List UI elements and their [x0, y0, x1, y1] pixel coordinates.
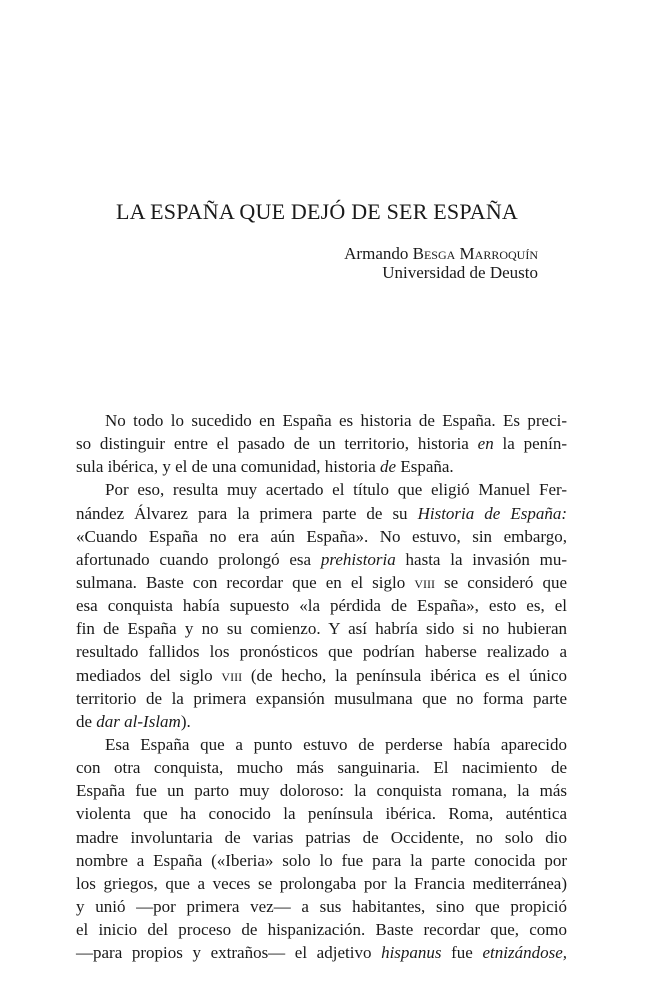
body-line: sulmana. Baste con recordar que en el siglo viii se consideró que — [76, 572, 567, 592]
body-line: violenta que ha conocido la península ibérica. Roma, auténtica — [76, 804, 567, 824]
body-line: el inicio del proceso de hispanización. Baste recordar que, como — [76, 920, 567, 940]
body-line: territorio de la primera expansión musulmana que no forma parte — [76, 688, 567, 708]
body-line: de dar al-Islam). — [76, 711, 191, 731]
body-line: los griegos, que a veces se prolongaba por la Francia mediterránea) — [76, 873, 567, 893]
body-line: fin de España y no su comienzo. Y así habría sido si no hubieran — [76, 619, 567, 639]
body-line: resultado fallidos los pronósticos que podrían haberse realizado a — [76, 642, 567, 662]
body-line: madre involuntaria de varias patrias de Occidente, no solo dio — [76, 827, 567, 847]
body-line: nández Álvarez para la primera parte de su Historia de España: — [76, 503, 567, 523]
body-line: so distinguir entre el pasado de un territorio, historia en la penín- — [76, 434, 568, 454]
article-title: LA ESPAÑA QUE DEJÓ DE SER ESPAÑA — [115, 199, 519, 224]
author-last-name: Besga Marroquín — [412, 244, 538, 263]
body-line: afortunado cuando prolongó esa prehistoria hasta la invasión mu- — [76, 549, 567, 569]
body-line: No todo lo sucedido en España es historia de España. Es preci- — [105, 411, 567, 430]
body-line: «Cuando España no era aún España». No estuvo, sin embargo, — [76, 526, 567, 546]
body-line: mediados del siglo viii (de hecho, la península ibérica es el único — [76, 665, 567, 685]
body-line: con otra conquista, mucho más sanguinaria. El nacimiento de — [76, 758, 567, 778]
body-line: Por eso, resulta muy acertado el título que eligió Manuel Fer- — [105, 480, 567, 500]
body-line: Esa España que a punto estuvo de perderse había aparecido — [105, 734, 567, 754]
body-line: nombre a España («Iberia» solo lo fue para la parte conocida por — [76, 850, 567, 870]
author-name — [344, 244, 538, 264]
body-line: sula ibérica, y el de una comunidad, historia de España. — [76, 457, 454, 477]
body-line: España fue un parto muy doloroso: la conquista romana, la más — [76, 781, 567, 801]
body-line: y unió —por primera vez— a sus habitantes, sino que propició — [76, 896, 567, 916]
author-first-name: Armando — [344, 244, 413, 263]
body-line: esa conquista había supuesto «la pérdida de España», esto es, el — [76, 596, 567, 616]
body-line: —para propios y extraños— el adjetivo hispanus fue etnizándose, — [76, 943, 567, 963]
author-affiliation: Universidad de Deusto — [382, 263, 538, 282]
article-body — [76, 409, 567, 964]
